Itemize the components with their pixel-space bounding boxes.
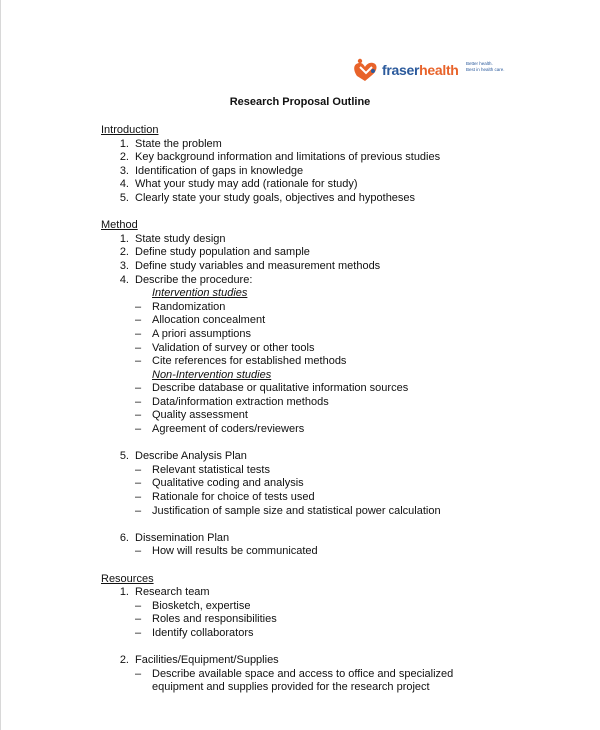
section-heading-introduction: Introduction <box>101 124 159 136</box>
dash-item: – Cite references for established methods <box>135 355 347 368</box>
dash-item: – Allocation concealment <box>135 314 266 327</box>
list-item: 3. Identification of gaps in knowledge <box>119 164 304 177</box>
outline-body <box>101 124 581 695</box>
page-title: Research Proposal Outline <box>229 96 371 108</box>
logo-tagline: Better health. Best in health care. <box>466 61 505 72</box>
dash-item: – Rationale for choice of tests used <box>135 491 315 504</box>
list-item: 1. State the problem <box>119 137 222 150</box>
dash-item: – Qualitative coding and analysis <box>135 477 304 490</box>
dash-item: – Biosketch, expertise <box>135 599 251 612</box>
list-item: 4. Describe the procedure: <box>119 273 253 286</box>
list-item: 4. What your study may add (rationale for study) <box>119 178 358 191</box>
list-item: 1. Research team <box>119 586 210 599</box>
list-item: 6. Dissemination Plan <box>119 531 230 544</box>
dash-item: – Randomization <box>135 300 226 313</box>
dash-item: – Describe available space and access to office and specialized <box>135 667 454 680</box>
list-item: 3. Define study variables and measurement methods <box>119 259 381 272</box>
heart-people-icon <box>351 58 381 82</box>
list-item: 5. Describe Analysis Plan <box>119 450 247 463</box>
dash-item: – A priori assumptions <box>135 327 252 340</box>
dash-item: – Agreement of coders/reviewers <box>135 423 305 436</box>
section-heading-resources: Resources <box>101 572 154 585</box>
dash-item: – Identify collaborators <box>135 626 254 639</box>
list-item: 2. Key background information and limitations of previous studies <box>119 151 441 164</box>
dash-item: – Quality assessment <box>135 409 248 422</box>
dash-item-continuation: equipment and supplies provided for the research project <box>152 681 430 694</box>
subheading-intervention: Intervention studies <box>152 287 248 300</box>
dash-item: – Justification of sample size and statistical power calculation <box>135 504 441 517</box>
dash-item: – Validation of survey or other tools <box>135 341 315 354</box>
dash-item: – Roles and responsibilities <box>135 613 277 626</box>
dash-item: – Describe database or qualitative information sources <box>135 382 409 395</box>
list-item: 5. Clearly state your study goals, objectives and hypotheses <box>119 191 416 204</box>
dash-item: – Relevant statistical tests <box>135 463 270 476</box>
list-item: 2. Facilities/Equipment/Supplies <box>119 654 279 667</box>
list-item: 1. State study design <box>119 232 226 245</box>
list-item: 2. Define study population and sample <box>119 246 310 259</box>
dash-item: – Data/information extraction methods <box>135 395 329 408</box>
logo-wordmark: fraserhealth <box>382 62 459 78</box>
dash-item: – How will results be communicated <box>135 545 318 558</box>
section-heading-method: Method <box>101 219 138 232</box>
subheading-non-intervention: Non-Intervention studies <box>152 368 272 381</box>
